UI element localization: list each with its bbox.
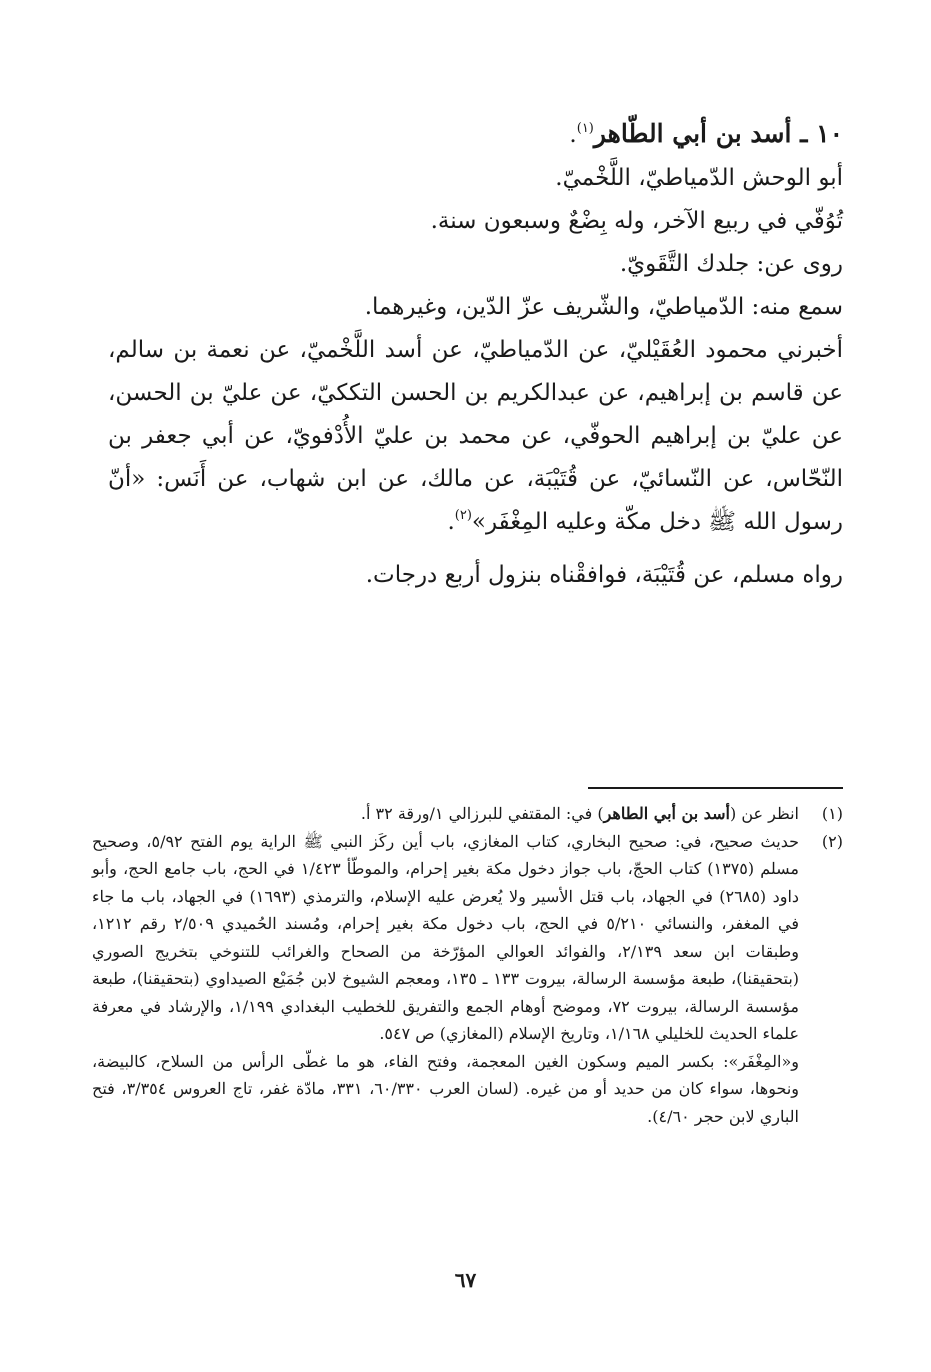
chain-text: أخبرني محمود العُقَيْليّ، عن الدّمياطيّ، عن أسد اللَّخْميّ، عن نعمة بن سالم، عن قاسم بن إبراهيم، عن عبدالكريم بن الحسن التككيّ، عن عليّ بن الحسن، عن عليّ بن إبراهيم الحوفّي، عن محمد بن عليّ الأُدْفويّ، عن أبي جعفر بن النّحّاس، عن النّسائيّ، عن قُتَيْبَة، عن مالك، عن ابن شهاب، عن أَنَس: «أنّ رسول الله ﷺ دخل مكّة وعليه المِغْفَر» [108, 337, 843, 535]
conclusion-line: رواه مسلم، عن قُتَيْبَة، فوافقْناه بنزول أربع درجات. [365, 562, 843, 588]
page-number: ٦٧ [454, 1268, 477, 1292]
footnotes-section [92, 800, 843, 1130]
footnote-tail: ) في: المقتفي للبرزالي ١/ورقة ٣٢ أ. [360, 804, 604, 823]
footnote-lead: انظر عن ( [730, 804, 799, 823]
footnote-ref-2[interactable]: (٢) [454, 508, 472, 523]
footnote-bold-name: أسد بن أبي الطاهر [603, 804, 730, 823]
chain-period: . [447, 509, 455, 535]
heard-by-line: سمع منه: الدّمياطيّ، والشّريف عزّ الدّين، وغيرهما. [364, 294, 843, 320]
kunya-line: أبو الوحش الدّمياطيّ، اللَّخْميّ. [555, 165, 843, 191]
entry-heading [108, 112, 843, 157]
chain-paragraph [108, 329, 843, 544]
footnote-text: حديث صحيح، في: صحيح البخاري، كتاب المغازي، باب أين ركَز النبي ﷺ الراية يوم الفتح ٥/٩٢، وصحيح مسلم (١٣٧٥) كتاب الحجّ، باب جواز دخول مكة بغير إحرام، والموطّأ ١/٤٢٣ في الحج، باب جامع الحج، وأبو داود (٢٦٨٥) في الجهاد، باب قتل الأسير ولا يُعرض عليه الإسلام، والترمذي (١٦٩٣) في الجهاد، باب ما جاء في المغفر، والنسائي ٥/٢١٠ في الحج، باب دخول مكة بغير إحرام، ومُسند الحُميدي ٢/٥٠٩ رقم ١٢١٢، وطبقات ابن سعد ٢/١٣٩، والفوائد العوالي المؤرّخة من الصحاح والغرائب للتنوخي بتخريج الصوري (بتحقيقنا)، طبعة مؤسسة الرسالة، بيروت ١٣٣ ـ ١٣٥، ومعجم الشيوخ لابن جُمَيْع الصيداوي (بتحقيقنا)، طبعة مؤسسة الرسالة، بيروت ٧٢، وموضح أوهام الجمع والتفريق للخطيب البغدادي ١/١٩٩، والإرشاد في معرفة علماء الحديث للخليلي ١/١٦٨، وتاريخ الإسلام (المغازي) ص ٥٤٧. [92, 831, 800, 1043]
entry-title-period: . [569, 122, 577, 148]
footnote-number: (٢) [821, 831, 843, 851]
footnote-1 [92, 800, 843, 828]
main-text [108, 112, 843, 597]
footnote-ref-1[interactable]: (١) [576, 121, 594, 136]
death-line: تُوُفّي في ربيع الآخر، وله بِضْعٌ وسبعون سنة. [430, 208, 843, 234]
footnote-separator [588, 787, 843, 789]
footnote-2 [92, 828, 843, 1131]
footnote-continuation: و«المِغْفَر»: بكسر الميم وسكون الغين المعجمة، وفتح الفاء، هو ما غطّى الرأس من السلاح، كالبيضة، ونحوها، سواء كان من حديد أو من غيره. (لسان العرب ٦٠/٣٣٠، ٣٣١، مادّة غفر، تاج العروس ٣/٣٥٤، فتح الباري لابن حجر ٤/٦٠). [92, 1051, 799, 1126]
entry-title: ١٠ ـ أسد بن أبي الطّاهر [593, 119, 843, 148]
narrated-from-line: روى عن: جلدك التَّقَويّ. [619, 251, 843, 277]
footnote-number: (١) [821, 804, 843, 823]
